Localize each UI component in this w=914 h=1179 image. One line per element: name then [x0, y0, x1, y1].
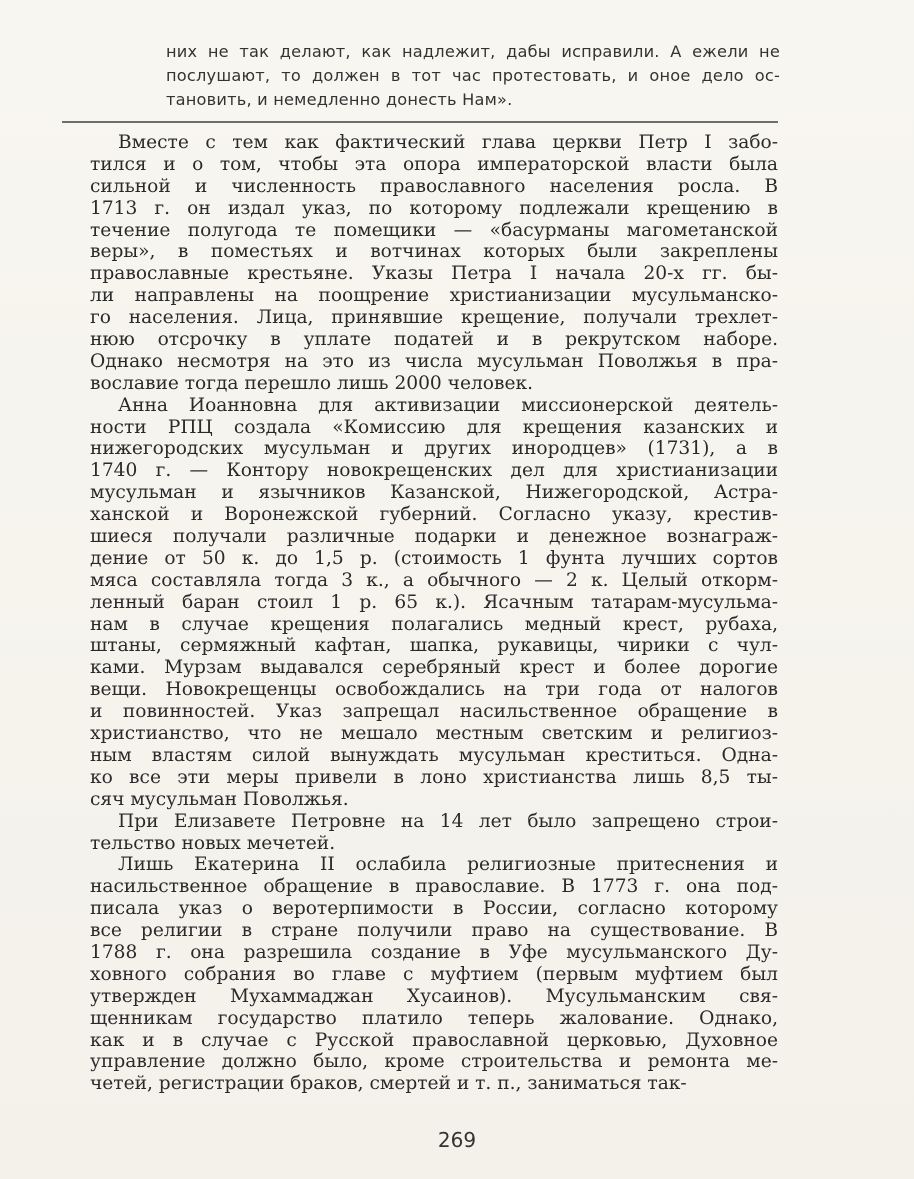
text-line: насильственное обращение в православие. В 1773 г. она под-: [90, 876, 778, 898]
paragraph: [90, 811, 778, 855]
body-text: [90, 132, 778, 1095]
text-line: дение от 50 к. до 1,5 р. (стоимость 1 фунта лучших сортов: [90, 547, 778, 569]
quote-line: них не так делают, как надлежит, дабы исправили. А ежели не: [166, 42, 780, 61]
text-line: ности РПЦ создала «Комиссию для крещения казанских и: [90, 416, 778, 438]
text-line: и повинностей. Указ запрещал насильственное обращение в: [90, 701, 778, 723]
text-line: писала указ о веротерпимости в России, согласно которому: [90, 898, 778, 920]
text-line: 1740 г. — Контору новокрещенских дел для христианизации: [90, 460, 778, 482]
paragraph: [90, 132, 778, 395]
text-line: шиеся получали различные подарки и денежное вознаграж-: [90, 526, 778, 548]
text-line: как и в случае с Русской православной церковью, Духовное: [90, 1029, 778, 1051]
text-line: мяса составляла тогда 3 к., а обычного — 2 к. Целый откорм-: [90, 569, 778, 591]
text-line: Однако несмотря на это из числа мусульман Поволжья в пра-: [90, 350, 778, 372]
text-line: ханской и Воронежской губерний. Согласно указу, крестив-: [90, 504, 778, 526]
text-line: нюю отсрочку в уплате податей и в рекрутском наборе.: [90, 329, 778, 351]
text-line: сяч мусульман Поволжья.: [90, 788, 349, 810]
text-line: ками. Мурзам выдавался серебряный крест и более дорогие: [90, 657, 778, 679]
text-line: все религии в стране получили право на существование. В: [90, 920, 778, 942]
text-line: мусульман и язычников Казанской, Нижегородской, Астра-: [90, 482, 778, 504]
text-line: ли направлены на поощрение христианизации мусульманско-: [90, 285, 778, 307]
text-line: ленный баран стоил 1 р. 65 к.). Ясачным татарам-мусульма-: [90, 591, 778, 613]
text-line: тельство новых мечетей.: [90, 832, 336, 854]
text-line: веры», в поместьях и вотчинах которых были закреплены: [90, 241, 778, 263]
quote-line: тановить, и немедленно донесть Нам».: [166, 90, 513, 109]
text-line: Вместе с тем как фактический глава церкви Петр I забо-: [118, 132, 778, 153]
text-line: четей, регистрации браков, смертей и т. п., заниматься так-: [90, 1073, 687, 1095]
text-line: Анна Иоанновна для активизации миссионерской деятель-: [118, 394, 778, 416]
text-line: ным властям силой вынуждать мусульман креститься. Одна-: [90, 744, 778, 766]
text-line: При Елизавете Петровне на 14 лет было запрещено строи-: [118, 810, 778, 832]
text-line: вославие тогда перешло лишь 2000 человек.: [90, 372, 533, 394]
text-line: управление должно было, кроме строительства и ремонта ме-: [90, 1051, 778, 1073]
text-line: штаны, сермяжный кафтан, шапка, рукавицы, чирики с чул-: [90, 635, 778, 657]
text-line: течение полугода те помещики — «басурманы магометанской: [90, 219, 778, 241]
paragraph: [90, 854, 778, 1095]
text-line: нам в случае крещения полагались медный крест, рубаха,: [90, 613, 778, 635]
text-line: христианство, что не мешало местным светским и религиоз-: [90, 723, 778, 745]
text-line: тился и о том, чтобы эта опора императорской власти была: [90, 153, 778, 175]
text-line: утвержден Мухаммаджан Хусаинов). Мусульманским свя-: [90, 985, 778, 1007]
text-line: вещи. Новокрещенцы освобождались на три года от налогов: [90, 679, 778, 701]
separator-rule: [62, 121, 778, 123]
quote-block: [166, 40, 780, 112]
text-line: Лишь Екатерина II ослабила религиозные притеснения и: [118, 854, 778, 876]
quote-line: послушают, то должен в тот час протестовать, и оное дело ос-: [166, 66, 780, 85]
text-line: ко все эти меры привели в лоно христианства лишь 8,5 ты-: [90, 766, 778, 788]
text-line: православные крестьяне. Указы Петра I начала 20-х гг. бы-: [90, 263, 778, 285]
text-line: щенникам государство платило теперь жалование. Однако,: [90, 1007, 778, 1029]
text-line: сильной и численность православного населения росла. В: [90, 175, 778, 197]
text-line: нижегородских мусульман и других инородцев» (1731), а в: [90, 438, 778, 460]
text-line: 1713 г. он издал указ, по которому подлежали крещению в: [90, 197, 778, 219]
page-number: 269: [437, 1128, 477, 1152]
paragraph: [90, 395, 778, 811]
text-line: 1788 г. она разрешила создание в Уфе мусульманского Ду-: [90, 941, 778, 963]
text-line: го населения. Лица, принявшие крещение, получали трехлет-: [90, 307, 778, 329]
text-line: ховного собрания во главе с муфтием (первым муфтием был: [90, 963, 778, 985]
